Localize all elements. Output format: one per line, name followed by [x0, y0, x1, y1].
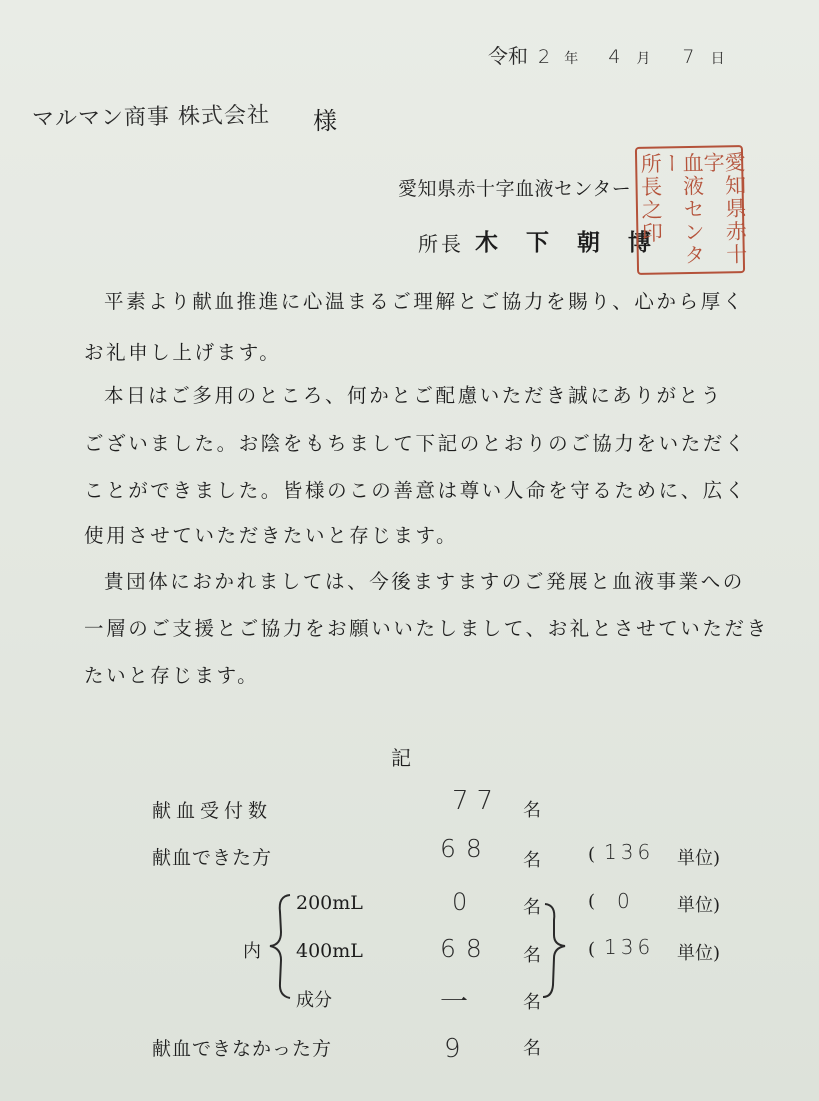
open-paren-200ml: (	[588, 891, 596, 912]
date-month: 4	[608, 46, 621, 68]
row-unit-400ml: 名	[523, 945, 541, 966]
paragraph-3-line-2: 一層のご支援とご協力をお願いいたしまして、お礼とさせていただき	[84, 617, 769, 640]
record-heading: 記	[391, 746, 411, 770]
row-count-not-donated: 9	[444, 1034, 461, 1064]
paragraph-2-line-3: ことができました。皆様のこの善意は尊い人命を守るために、広く	[84, 479, 748, 502]
paragraph-3-line-3: たいと存じます。	[84, 664, 260, 687]
row-unit-donated: 名	[523, 850, 541, 871]
units-suffix-200ml: 単位)	[677, 895, 721, 916]
row-count-component: 一	[440, 985, 469, 1018]
date-year-unit: 年	[564, 51, 579, 67]
seal-column: 愛知県赤十字	[700, 151, 748, 267]
paragraph-2-line-4: 使用させていただきたいと存じます。	[84, 524, 459, 547]
sender-name: 木 下 朝 博	[475, 229, 662, 256]
row-unit-200ml: 名	[523, 897, 541, 918]
seal-column: 所長之印	[637, 152, 664, 245]
date-month-unit: 月	[636, 51, 651, 67]
row-unit-component: 名	[523, 992, 541, 1013]
recipient-name: マルマン商事 株式会社	[31, 102, 271, 133]
inner-label: 内	[243, 941, 261, 962]
units-suffix-400ml: 単位)	[677, 943, 721, 964]
date-year: 2	[538, 46, 551, 68]
paragraph-2-line-1: 本日はご多用のところ、何かとご配慮いただき誠にありがとう	[104, 384, 723, 407]
date-era: 令和	[488, 44, 528, 68]
date-day: 7	[682, 46, 695, 68]
row-count-received: 77	[452, 786, 502, 816]
seal-column: 血液センター	[658, 151, 706, 268]
row-count-donated: 68	[440, 834, 492, 863]
paragraph-3-line-1: 貴団体におかれましては、今後ますますのご発展と血液事業への	[104, 570, 745, 593]
row-label-donated: 献血できた方	[152, 847, 273, 869]
row-unit-received: 名	[523, 800, 541, 821]
row-unit-not-donated: 名	[523, 1038, 541, 1059]
left-brace	[270, 895, 290, 998]
row-count-400ml: 68	[440, 934, 492, 963]
row-units-donated: 136	[604, 840, 655, 864]
sender-title: 所長	[418, 232, 464, 256]
row-units-400ml: 136	[604, 935, 655, 959]
paragraph-1-line-2: お礼申し上げます。	[84, 341, 282, 364]
row-label-received: 献血受付数	[152, 800, 273, 822]
date-day-unit: 日	[710, 51, 725, 67]
open-paren-400ml: (	[588, 939, 596, 960]
row-label-not-donated: 献血できなかった方	[152, 1038, 333, 1060]
recipient-honorific: 様	[313, 107, 337, 135]
sender-organization: 愛知県赤十字血液センター	[398, 178, 632, 200]
row-units-200ml: 0	[617, 889, 630, 913]
row-label-component: 成分	[296, 990, 332, 1011]
row-label-200ml: 200mL	[296, 892, 363, 914]
right-brace	[543, 904, 565, 997]
row-count-200ml: 0	[452, 888, 468, 916]
row-label-400ml: 400mL	[296, 940, 363, 962]
paragraph-1-line-1: 平素より献血推進に心温まるご理解とご協力を賜り、心から厚く	[104, 290, 745, 313]
units-suffix-donated: 単位)	[677, 848, 721, 869]
open-paren-donated: (	[588, 844, 596, 865]
paragraph-2-line-2: ございました。お陰をもちまして下記のとおりのご協力をいただく	[84, 432, 748, 455]
